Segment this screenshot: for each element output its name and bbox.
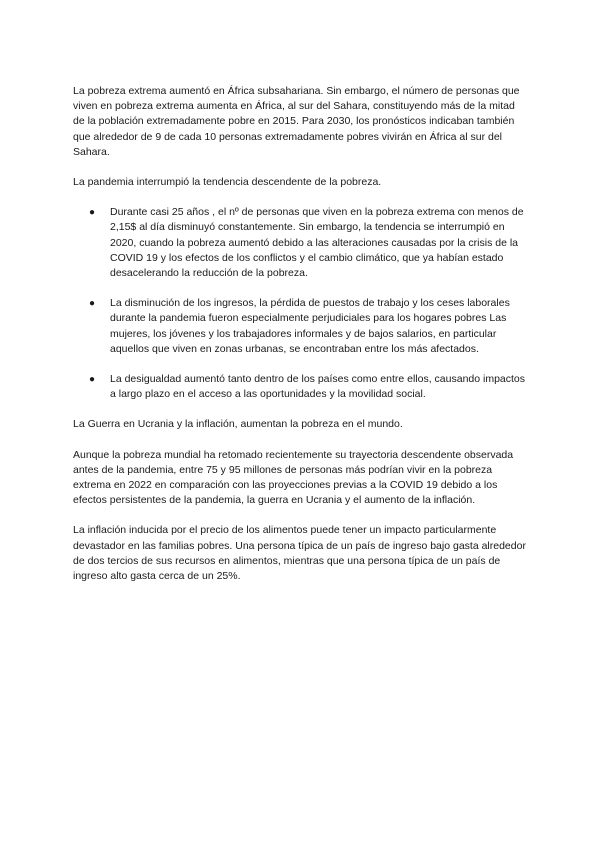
list-item: [73, 205, 529, 281]
bullet-icon: ●: [89, 207, 96, 219]
paragraph-ukraine-heading: La Guerra en Ucrania y la inflación, aumentan la pobreza en el mundo.: [73, 418, 403, 431]
list-item-text: La disminución de los ingresos, la pérdida de puestos de trabajo y los ceses laborales durante la pandemia fueron especialmente perjudiciales para los hogares pobres Las mujeres, los jóvenes y los trabajadores informales y de bajos salarios, en particular aquellos que viven en zonas urbanas, se encontraban entre los más afectados.: [110, 297, 510, 355]
list-item: [73, 372, 529, 402]
paragraph-pandemic-heading: La pandemia interrumpió la tendencia descendente de la pobreza.: [73, 176, 382, 189]
bullet-icon: ●: [89, 298, 96, 310]
document-body: [73, 84, 529, 599]
bullet-list: [73, 205, 529, 402]
list-item-text: La desigualdad aumentó tanto dentro de los países como entre ellos, causando impactos a largo plazo en el acceso a las oportunidades y la movilidad social.: [110, 373, 526, 401]
list-item-text: Durante casi 25 años , el nº de personas que viven en la pobreza extrema con menos de 2,15$ al día disminuyó constantemente. Sin embargo, la tendencia se interrumpió en 2020, cuando la pobreza aumentó debido a las alteraciones causadas por la crisis de la COVID 19 y los efectos de los conflictos y el cambio climático, que ya habían estado desacelerando la reducción de la pobreza.: [110, 206, 524, 280]
paragraph-food-inflation: La inflación inducida por el precio de los alimentos puede tener un impacto particularmente devastador en las familias pobres. Una persona típica de un país de ingreso bajo gasta alrededor de dos tercios de sus recursos en alimentos, mientras que una persona típica de un país de ingreso alto gasta cerca de un 25%.: [73, 524, 526, 583]
bullet-icon: ●: [89, 374, 96, 386]
list-item: [73, 296, 529, 357]
paragraph-africa: La pobreza extrema aumentó en África subsahariana. Sin embargo, el número de personas que viven en pobreza extrema aumenta en África, al sur del Sahara, constituyendo más de la mitad de la población extremadamente pobre en 2015. Para 2030, los pronósticos indicaban también que alrededor de 9 de cada 10 personas extremadamente pobres vivirán en África al sur del Sahara.: [73, 85, 520, 158]
paragraph-global-poverty: Aunque la pobreza mundial ha retomado recientemente su trayectoria descendente observada antes de la pandemia, entre 75 y 95 millones de personas más podrían vivir en la pobreza extrema en 2022 en comparación con las proyecciones previas a la COVID 19 debido a los efectos persistentes de la pandemia, la guerra en Ucrania y el aumento de la inflación.: [73, 448, 514, 507]
